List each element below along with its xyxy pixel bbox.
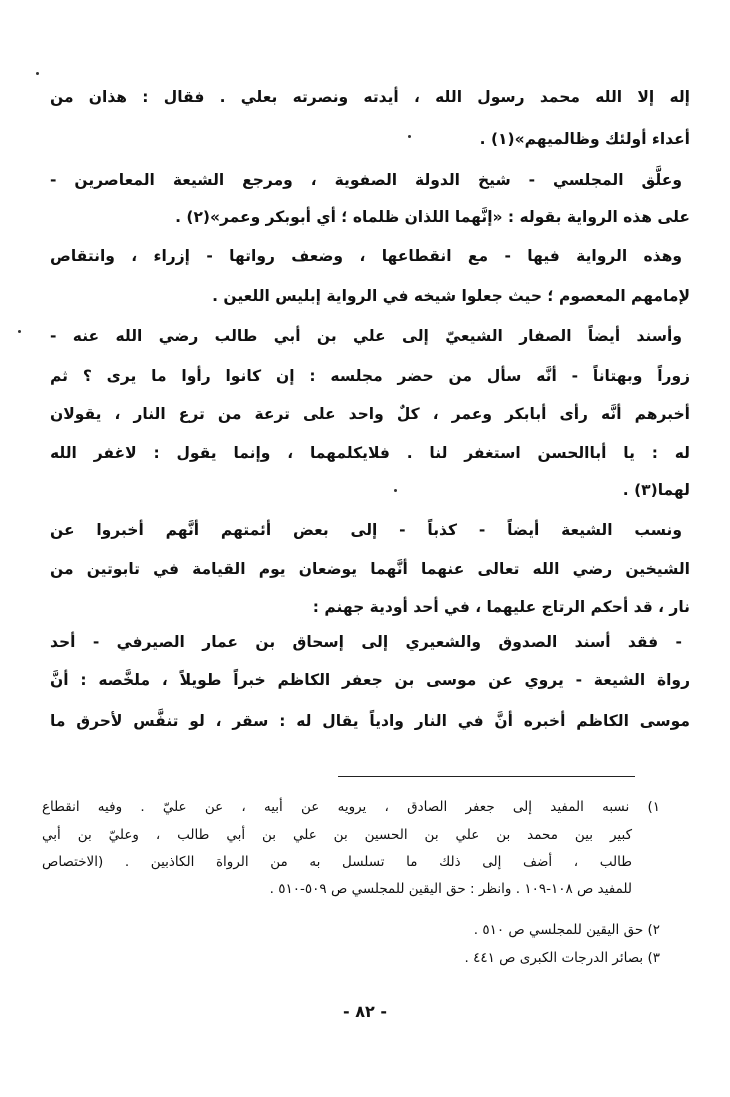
body-line: لإمامهم المعصوم ؛ حيث جعلوا شيخه في الرواية إبليس اللعين . xyxy=(212,287,690,305)
body-line: زوراً وبهتاناً - أنَّه سأل من حضر مجلسه : إن كانوا رأوا ما يرى ؟ ثم xyxy=(50,367,690,385)
body-line: وهذه الرواية فيها - مع انقطاعها ، وضعف رواتها - إزراء ، وانتقاص xyxy=(50,247,682,265)
body-line: على هذه الرواية بقوله : «إنَّهما اللذان ظلماه ؛ أي أبوبكر وعمر»(٢) . xyxy=(175,208,690,226)
body-line: - فقد أسند الصدوق والشعيري إلى إسحاق بن عمار الصيرفي - أحد xyxy=(50,633,682,651)
footnote-line: طالب ، أضف إلى ذلك ما تسلسل به من الرواة الكاذبين . (الاختصاص xyxy=(42,854,632,870)
body-line: موسى الكاظم أخبره أنَّ في النار وادياً يقال له : سقر ، لو تنفَّس لأحرق ما xyxy=(50,712,690,730)
footnote-line: كبير بين محمد بن علي بن الحسين بن علي بن أبي طالب ، وعليّ بن أبي xyxy=(42,827,632,843)
body-line: إله إلا الله محمد رسول الله ، أيدته ونصرته بعلي . فقال : هذان من xyxy=(50,88,690,106)
body-line: لهما(٣) . xyxy=(622,481,690,499)
body-line: أخبرهم أنَّه رأى أبابكر وعمر ، كلٌ واحد على ترعة من ترع النار ، يقولان xyxy=(50,405,690,423)
scan-speck xyxy=(36,72,39,75)
footnote-line: للمفيد ص ١٠٨-١٠٩ . وانظر : حق اليقين للمجلسي ص ٥٠٩-٥١٠ . xyxy=(269,881,632,897)
body-line: له : يا أباالحسن استغفر لنا . فلايكلمهما ، وإنما يقول : لاغفر الله xyxy=(50,444,690,462)
body-line: الشيخين رضي الله تعالى عنهما أنَّهما يوضعان يوم القيامة في تابوتين من xyxy=(50,560,690,578)
footnote-line: ٣) بصائر الدرجات الكبرى ص ٤٤١ . xyxy=(464,950,660,966)
footnote-line: ١) نسبه المفيد إلى جعفر الصادق ، يرويه عن أبيه ، عن عليّ . وفيه انقطاع xyxy=(42,799,660,815)
page-number: - ٨٢ - xyxy=(343,1002,387,1021)
footnote-line: ٢) حق اليقين للمجلسي ص ٥١٠ . xyxy=(473,922,660,938)
body-line: وأسند أيضاً الصفار الشيعيّ إلى علي بن أبي طالب رضي الله عنه - xyxy=(50,327,682,345)
body-line: ونسب الشيعة أيضاً - كذباً - إلى بعض أئمتهم أنَّهم أخبروا عن xyxy=(50,521,682,539)
scan-speck xyxy=(408,135,411,138)
scan-speck xyxy=(18,330,21,333)
scan-speck xyxy=(394,489,397,492)
body-line: رواة الشيعة - يروي عن موسى بن جعفر الكاظم خبراً طويلاً ، ملخَّصه : أنَّ xyxy=(50,671,690,689)
body-line: وعلَّق المجلسي - شيخ الدولة الصفوية ، ومرجع الشيعة المعاصرين - xyxy=(50,171,682,189)
body-line: أعداء أولئك وظالميهم»(١) . xyxy=(479,130,690,148)
footnote-separator xyxy=(338,776,635,777)
body-line: نار ، قد أحكم الرتاج عليهما ، في أحد أودية جهنم : xyxy=(312,598,690,616)
